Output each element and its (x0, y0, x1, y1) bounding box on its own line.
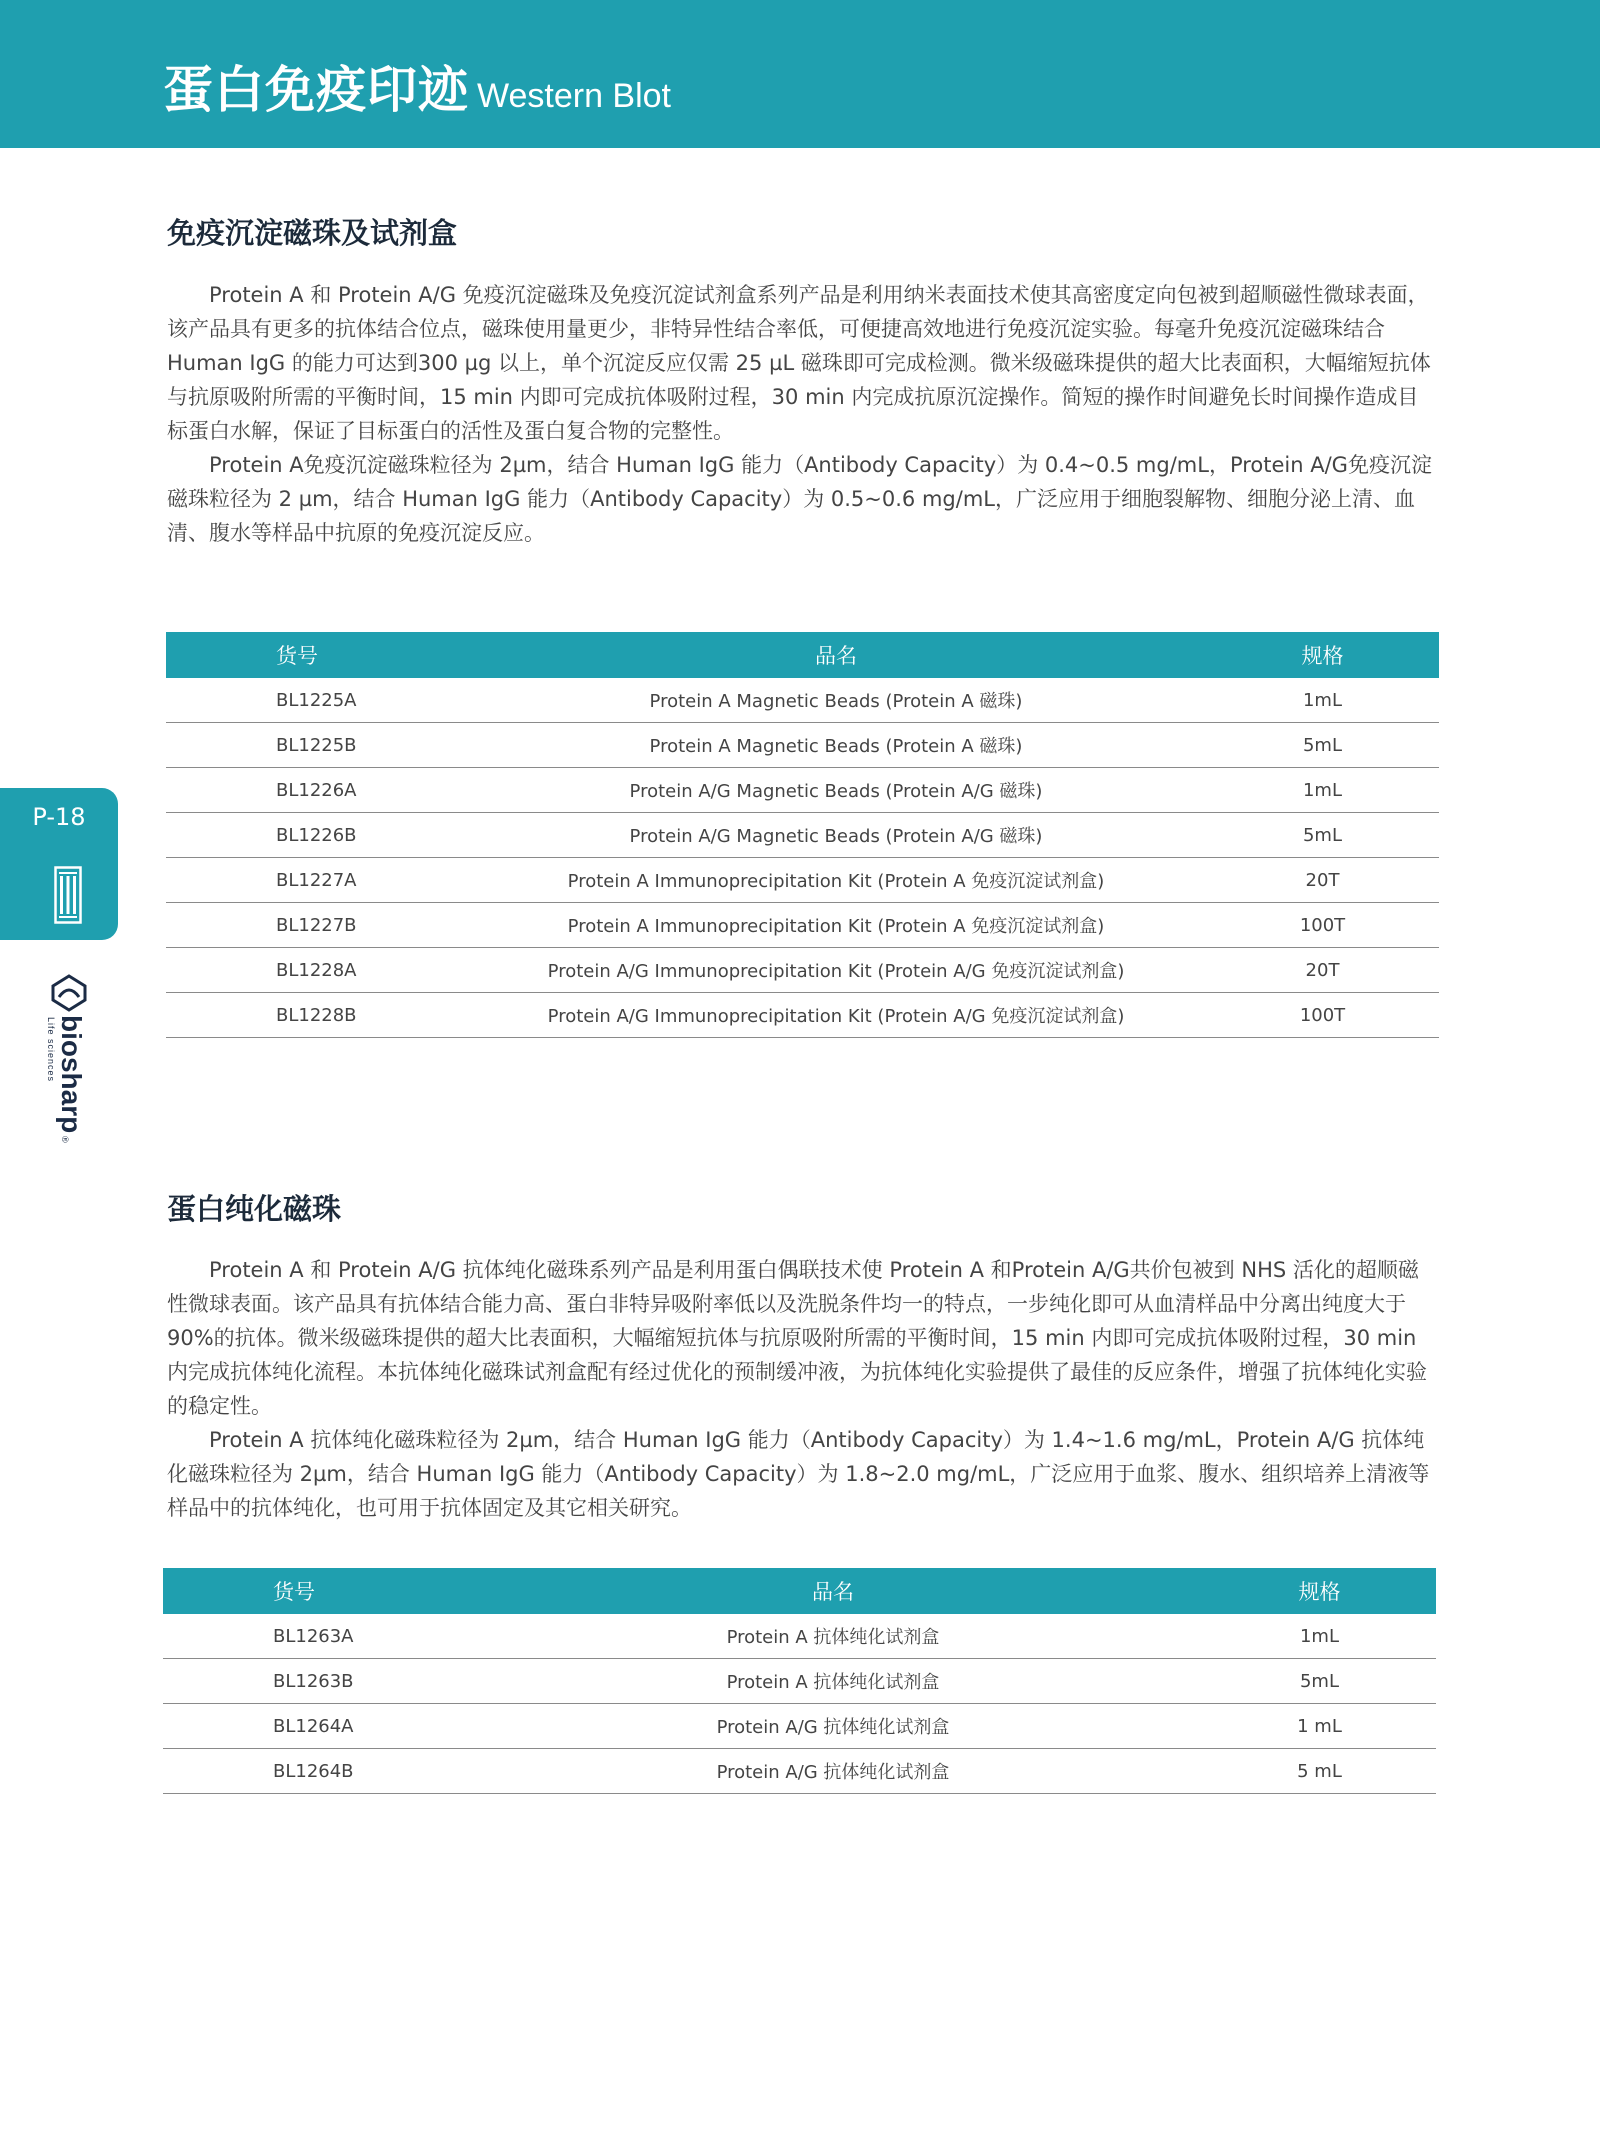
cell-cat-no: BL1225B (166, 723, 466, 768)
cell-product-name: Protein A/G 抗体纯化试剂盒 (463, 1704, 1203, 1749)
cell-cat-no: BL1263A (163, 1614, 463, 1659)
cell-cat-no: BL1227B (166, 903, 466, 948)
table-row (166, 948, 1439, 993)
page-title (163, 60, 671, 126)
table-row (166, 723, 1439, 768)
table-row (163, 1749, 1436, 1794)
table-header-row (163, 1568, 1436, 1614)
cell-spec: 5mL (1206, 723, 1439, 768)
logo-tagline-text: Life sciences (46, 1017, 56, 1083)
section-text-purification (167, 1253, 1437, 1525)
col-header-spec: 规格 (1203, 1568, 1436, 1614)
cell-cat-no: BL1225A (166, 678, 466, 723)
cell-product-name: Protein A Immunoprecipitation Kit (Protein A 免疫沉淀试剂盒) (466, 903, 1206, 948)
product-table-immunoprecipitation (166, 632, 1439, 1038)
product-table-purification (163, 1568, 1436, 1794)
cell-cat-no: BL1264A (163, 1704, 463, 1749)
col-header-product-name: 品名 (463, 1568, 1203, 1614)
cell-spec: 5mL (1206, 813, 1439, 858)
cell-product-name: Protein A 抗体纯化试剂盒 (463, 1659, 1203, 1704)
cell-product-name: Protein A 抗体纯化试剂盒 (463, 1614, 1203, 1659)
cell-cat-no: BL1227A (166, 858, 466, 903)
cell-spec: 1mL (1206, 768, 1439, 813)
logo-registered-mark: ® (60, 1136, 70, 1143)
paragraph: Protein A 和 Protein A/G 抗体纯化磁珠系列产品是利用蛋白偶联技术使 Protein A 和Protein A/G共价包被到 NHS 活化的超顺磁性微球表面。该产品具有抗体结合能力高、蛋白非特异吸附率低以及洗脱条件均一的特点，一步纯化即可从血清样品中分离出纯度大于 90%的抗体。微米级磁珠提供的超大比表面积，大幅缩短抗体与抗原吸附所需的平衡时间，15 min 内即可完成抗体吸附过程，30 min 内完成抗体纯化流程。本抗体纯化磁珠试剂盒配有经过优化的预制缓冲液，为抗体纯化实验提供了最佳的反应条件，增强了抗体纯化实验的稳定性。 (167, 1258, 1427, 1418)
cell-cat-no: BL1226B (166, 813, 466, 858)
cell-cat-no: BL1228B (166, 993, 466, 1038)
cell-cat-no: BL1228A (166, 948, 466, 993)
col-header-cat-no: 货号 (166, 632, 466, 678)
table-row (163, 1614, 1436, 1659)
table-row (166, 813, 1439, 858)
page-title-cn: 蛋白免疫印迹 (163, 61, 469, 119)
section-title-immunoprecipitation: 免疫沉淀磁珠及试剂盒 (167, 216, 458, 250)
page-side-tab (0, 788, 118, 940)
cell-cat-no: BL1226A (166, 768, 466, 813)
cell-spec: 100T (1206, 993, 1439, 1038)
paragraph: Protein A 抗体纯化磁珠粒径为 2µm，结合 Human IgG 能力（Antibody Capacity）为 1.4~1.6 mg/mL，Protein A/G 抗体纯化磁珠粒径为 2µm，结合 Human IgG 能力（Antibody Capacity）为 1.8~2.0 mg/mL，广泛应用于血浆、腹水、组织培养上清液等样品中的抗体纯化，也可用于抗体固定及其它相关研究。 (167, 1428, 1430, 1520)
table-row (166, 678, 1439, 723)
table-row (166, 858, 1439, 903)
table-row (163, 1704, 1436, 1749)
col-header-spec: 规格 (1206, 632, 1439, 678)
logo-brand-text: biosharp (56, 1015, 87, 1134)
document-icon (54, 866, 82, 924)
cell-spec: 1mL (1206, 678, 1439, 723)
cell-product-name: Protein A/G 抗体纯化试剂盒 (463, 1749, 1203, 1794)
cell-product-name: Protein A Magnetic Beads (Protein A 磁珠) (466, 723, 1206, 768)
cell-spec: 100T (1206, 903, 1439, 948)
cell-product-name: Protein A/G Magnetic Beads (Protein A/G 磁珠) (466, 813, 1206, 858)
table-row (163, 1659, 1436, 1704)
col-header-cat-no: 货号 (163, 1568, 463, 1614)
table-row (166, 903, 1439, 948)
paragraph: Protein A免疫沉淀磁珠粒径为 2µm，结合 Human IgG 能力（Antibody Capacity）为 0.4~0.5 mg/mL，Protein A/G免疫沉淀磁珠粒径为 2 µm，结合 Human IgG 能力（Antibody Capacity）为 0.5~0.6 mg/mL，广泛应用于细胞裂解物、细胞分泌上清、血清、腹水等样品中抗原的免疫沉淀反应。 (167, 453, 1432, 545)
cell-product-name: Protein A Magnetic Beads (Protein A 磁珠) (466, 678, 1206, 723)
section-text-immunoprecipitation (167, 278, 1437, 550)
cell-spec: 5 mL (1203, 1749, 1436, 1794)
col-header-product-name: 品名 (466, 632, 1206, 678)
table-header-row (166, 632, 1439, 678)
cell-spec: 20T (1206, 858, 1439, 903)
page-title-en: Western Blot (477, 77, 672, 115)
section-title-purification: 蛋白纯化磁珠 (167, 1192, 342, 1226)
page-header (0, 0, 1600, 148)
page-number: P-18 (32, 803, 86, 831)
biosharp-logo (46, 975, 88, 1145)
table-row (166, 768, 1439, 813)
cell-cat-no: BL1264B (163, 1749, 463, 1794)
cell-product-name: Protein A Immunoprecipitation Kit (Protein A 免疫沉淀试剂盒) (466, 858, 1206, 903)
table-row (166, 993, 1439, 1038)
paragraph: Protein A 和 Protein A/G 免疫沉淀磁珠及免疫沉淀试剂盒系列产品是利用纳米表面技术使其高密度定向包被到超顺磁性微球表面，该产品具有更多的抗体结合位点，磁珠使用量更少，非特异性结合率低，可便捷高效地进行免疫沉淀实验。每毫升免疫沉淀磁珠结合 Human IgG 的能力可达到300 µg 以上，单个沉淀反应仅需 25 µL 磁珠即可完成检测。微米级磁珠提供的超大比表面积，大幅缩短抗体与抗原吸附所需的平衡时间，15 min 内即可完成抗体吸附过程，30 min 内完成抗原沉淀操作。简短的操作时间避免长时间操作造成目标蛋白水解，保证了目标蛋白的活性及蛋白复合物的完整性。 (167, 283, 1431, 443)
cell-cat-no: BL1263B (163, 1659, 463, 1704)
cell-spec: 20T (1206, 948, 1439, 993)
cell-spec: 1mL (1203, 1614, 1436, 1659)
cell-product-name: Protein A/G Immunoprecipitation Kit (Protein A/G 免疫沉淀试剂盒) (466, 993, 1206, 1038)
cell-product-name: Protein A/G Immunoprecipitation Kit (Protein A/G 免疫沉淀试剂盒) (466, 948, 1206, 993)
cell-product-name: Protein A/G Magnetic Beads (Protein A/G 磁珠) (466, 768, 1206, 813)
cell-spec: 1 mL (1203, 1704, 1436, 1749)
cell-spec: 5mL (1203, 1659, 1436, 1704)
